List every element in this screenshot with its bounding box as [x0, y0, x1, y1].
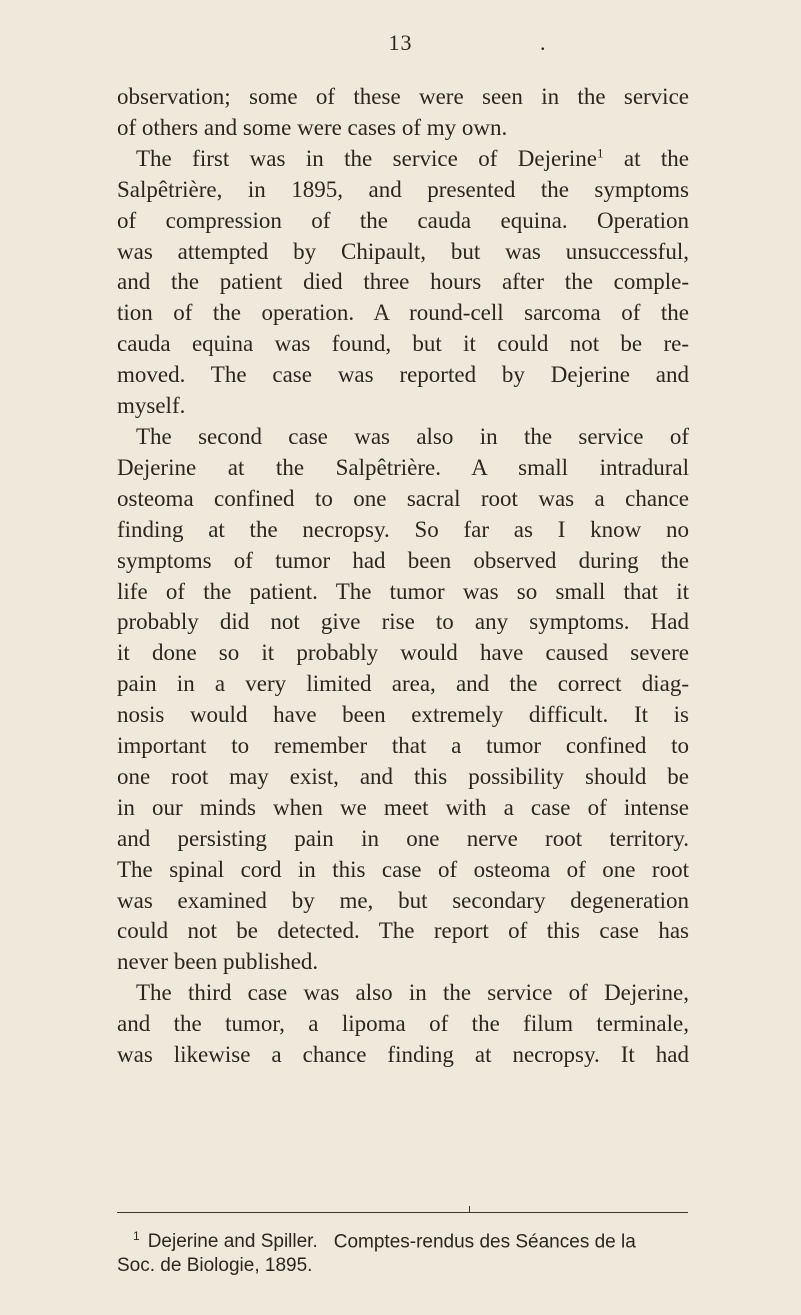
footnote-marker: 1 [133, 1229, 140, 1243]
text-line: osteoma confined to one sacral root was a chance [117, 485, 689, 511]
footnote-rule [117, 1212, 688, 1213]
text-line: symptoms of tumor had been observed during the [117, 547, 689, 573]
text-line: one root may exist, and this possibility should be [117, 763, 689, 789]
text-line: never been published. [117, 949, 319, 975]
text-line: Dejerine at the Salpêtrière. A small intradural [117, 454, 689, 480]
text-line: The third case was also in the service of Dejerine, [136, 980, 689, 1006]
text-line: pain in a very limited area, and the correct diag- [117, 671, 689, 697]
text-line: life of the patient. The tumor was so small that it [117, 578, 689, 604]
text-line: finding at the necropsy. So far as I know no [117, 516, 689, 542]
text-line: and persisting pain in one nerve root territory. [117, 825, 689, 851]
footnote [117, 1224, 689, 1278]
text-line: and the patient died three hours after the comple- [117, 269, 689, 295]
text-line: myself. [117, 393, 186, 419]
footnote-line-1 [117, 1224, 689, 1254]
text-line: was attempted by Chipault, but was unsuccessful, [117, 238, 689, 264]
text-line: Salpêtrière, in 1895, and presented the symptoms [117, 176, 689, 202]
body-text [117, 82, 689, 1071]
text-line: of others and some were cases of my own. [117, 114, 508, 140]
text-line: in our minds when we meet with a case of intense [117, 794, 689, 820]
text-line: of compression of the cauda equina. Operation [117, 207, 689, 233]
footnote-citation-authors: Dejerine and Spiller. [147, 1231, 318, 1253]
text-line: The second case was also in the service of [136, 423, 689, 449]
text-line-tail: at the [603, 145, 690, 171]
text-line: cauda equina was found, but it could not be re- [117, 331, 689, 357]
text-line: and the tumor, a lipoma of the filum terminale, [117, 1011, 689, 1037]
text-line: observation; some of these were seen in the service [117, 84, 689, 109]
footnote-citation-title: Comptes-rendus des Séances de la [333, 1231, 636, 1253]
page-number: 13 [388, 30, 413, 55]
text-line: was examined by me, but secondary degeneration [117, 887, 689, 913]
text-line: important to remember that a tumor confined to [117, 733, 689, 759]
text-line: probably did not give rise to any symptoms. Had [117, 609, 689, 635]
text-line: nosis would have been extremely difficult. It is [117, 702, 689, 728]
text-line-main: The first was in the service of Dejerine [136, 145, 597, 171]
text-line: moved. The case was reported by Dejerine and [117, 362, 689, 388]
footnote-line-2: Soc. de Biologie, 1895. [117, 1255, 313, 1277]
text-line: it done so it probably would have caused severe [117, 640, 689, 666]
page-number-dot: . [540, 30, 546, 55]
text-line: could not be detected. The report of this case has [117, 918, 689, 944]
footnote-reference: 1 [596, 145, 604, 161]
text-line [117, 144, 689, 175]
text-line: The spinal cord in this case of osteoma of one root [117, 856, 689, 882]
text-line: was likewise a chance finding at necropsy. It had [117, 1042, 689, 1068]
text-line: tion of the operation. A round-cell sarcoma of the [117, 300, 689, 326]
